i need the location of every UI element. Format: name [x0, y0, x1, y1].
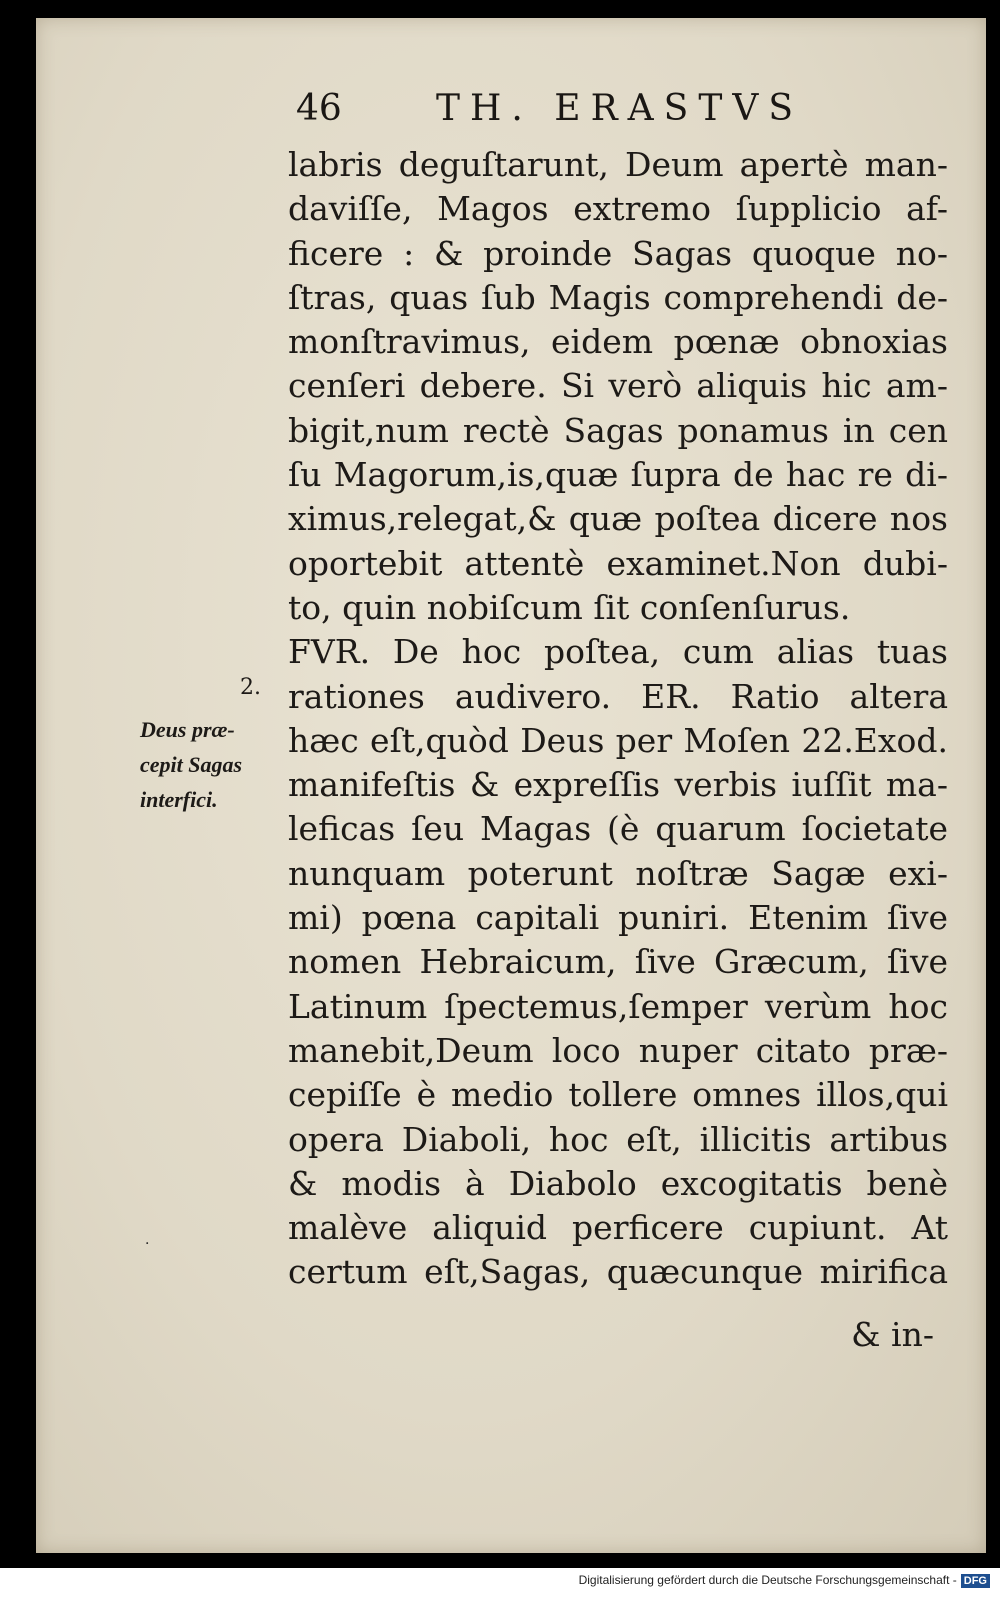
text-line: monſtravimus, eidem pœnæ obnoxias: [288, 322, 948, 362]
text-line: rationes audivero. ER. Ratio altera: [288, 676, 948, 716]
marginal-note-line: cepit Sagas: [140, 752, 243, 777]
text-line: certum eſt,Sagas, quæcunque mirifica: [288, 1252, 948, 1292]
text-line: manebit,Deum loco nuper citato præ-: [288, 1030, 948, 1070]
text-line: Latinum ſpectemus,ſemper verùm hoc: [288, 986, 948, 1026]
running-head: TH. ERASTVS: [436, 88, 804, 129]
main-text: [288, 143, 948, 1295]
text-line: nomen Hebraicum, ſive Græcum, ſive: [288, 942, 948, 982]
marginal-note-line: interfici.: [140, 787, 218, 812]
digitization-footer: [0, 1573, 990, 1588]
text-line: leficas ſeu Magas (è quarum ſocietate: [288, 809, 948, 849]
text-line: oportebit attentè examinet.Non dubi-: [288, 543, 948, 583]
text-line: cenſeri debere. Si verò aliquis hic am-: [288, 366, 948, 406]
text-line: nunquam poterunt noſtræ Sagæ exi-: [288, 853, 948, 893]
text-line: ficere : & proinde Sagas quoque no-: [288, 233, 948, 273]
text-line: malève aliquid perficere cupiunt. At: [288, 1208, 948, 1248]
catchword: & in-: [851, 1315, 934, 1354]
text-line: FVR. De hoc poſtea, cum alias tuas: [288, 632, 948, 672]
text-line: & modis à Diabolo excogitatis benè: [288, 1163, 948, 1203]
page-header: [296, 88, 836, 138]
dfg-logo-icon: DFG: [961, 1574, 990, 1588]
text-line: to, quin nobiſcum ſit conſenſurus.: [288, 587, 851, 627]
marginal-note: [140, 712, 280, 817]
text-line: bigit,num rectè Sagas ponamus in cen: [288, 410, 948, 450]
margin-number: 2.: [240, 675, 261, 700]
text-line: daviſſe, Magos extremo ſupplicio af-: [288, 189, 948, 229]
footer-text: Digitalisierung gefördert durch die Deutsche Forschungsgemeinschaft -: [578, 1573, 957, 1587]
ink-speck-icon: ·: [145, 1236, 150, 1252]
text-line: manifeſtis & expreſſis verbis iuſſit ma-: [288, 765, 948, 805]
text-line: mi) pœna capitali puniri. Etenim ſive: [288, 898, 948, 938]
text-line: ſu Magorum,is,quæ ſupra de hac re di-: [288, 455, 948, 495]
text-line: hæc eſt,quòd Deus per Moſen 22.Exod.: [288, 720, 948, 760]
page-number: 46: [296, 88, 342, 129]
text-line: cepiſſe è medio tollere omnes illos,qui: [288, 1075, 948, 1115]
text-line: ximus,relegat,& quæ poſtea dicere nos: [288, 499, 948, 539]
text-line: labris deguſtarunt, Deum apertè man-: [288, 145, 948, 184]
text-line: ſtras, quas ſub Magis comprehendi de-: [288, 277, 948, 317]
text-line: opera Diaboli, hoc eſt, illicitis artibus: [288, 1119, 948, 1159]
marginal-note-line: Deus præ-: [140, 717, 235, 742]
